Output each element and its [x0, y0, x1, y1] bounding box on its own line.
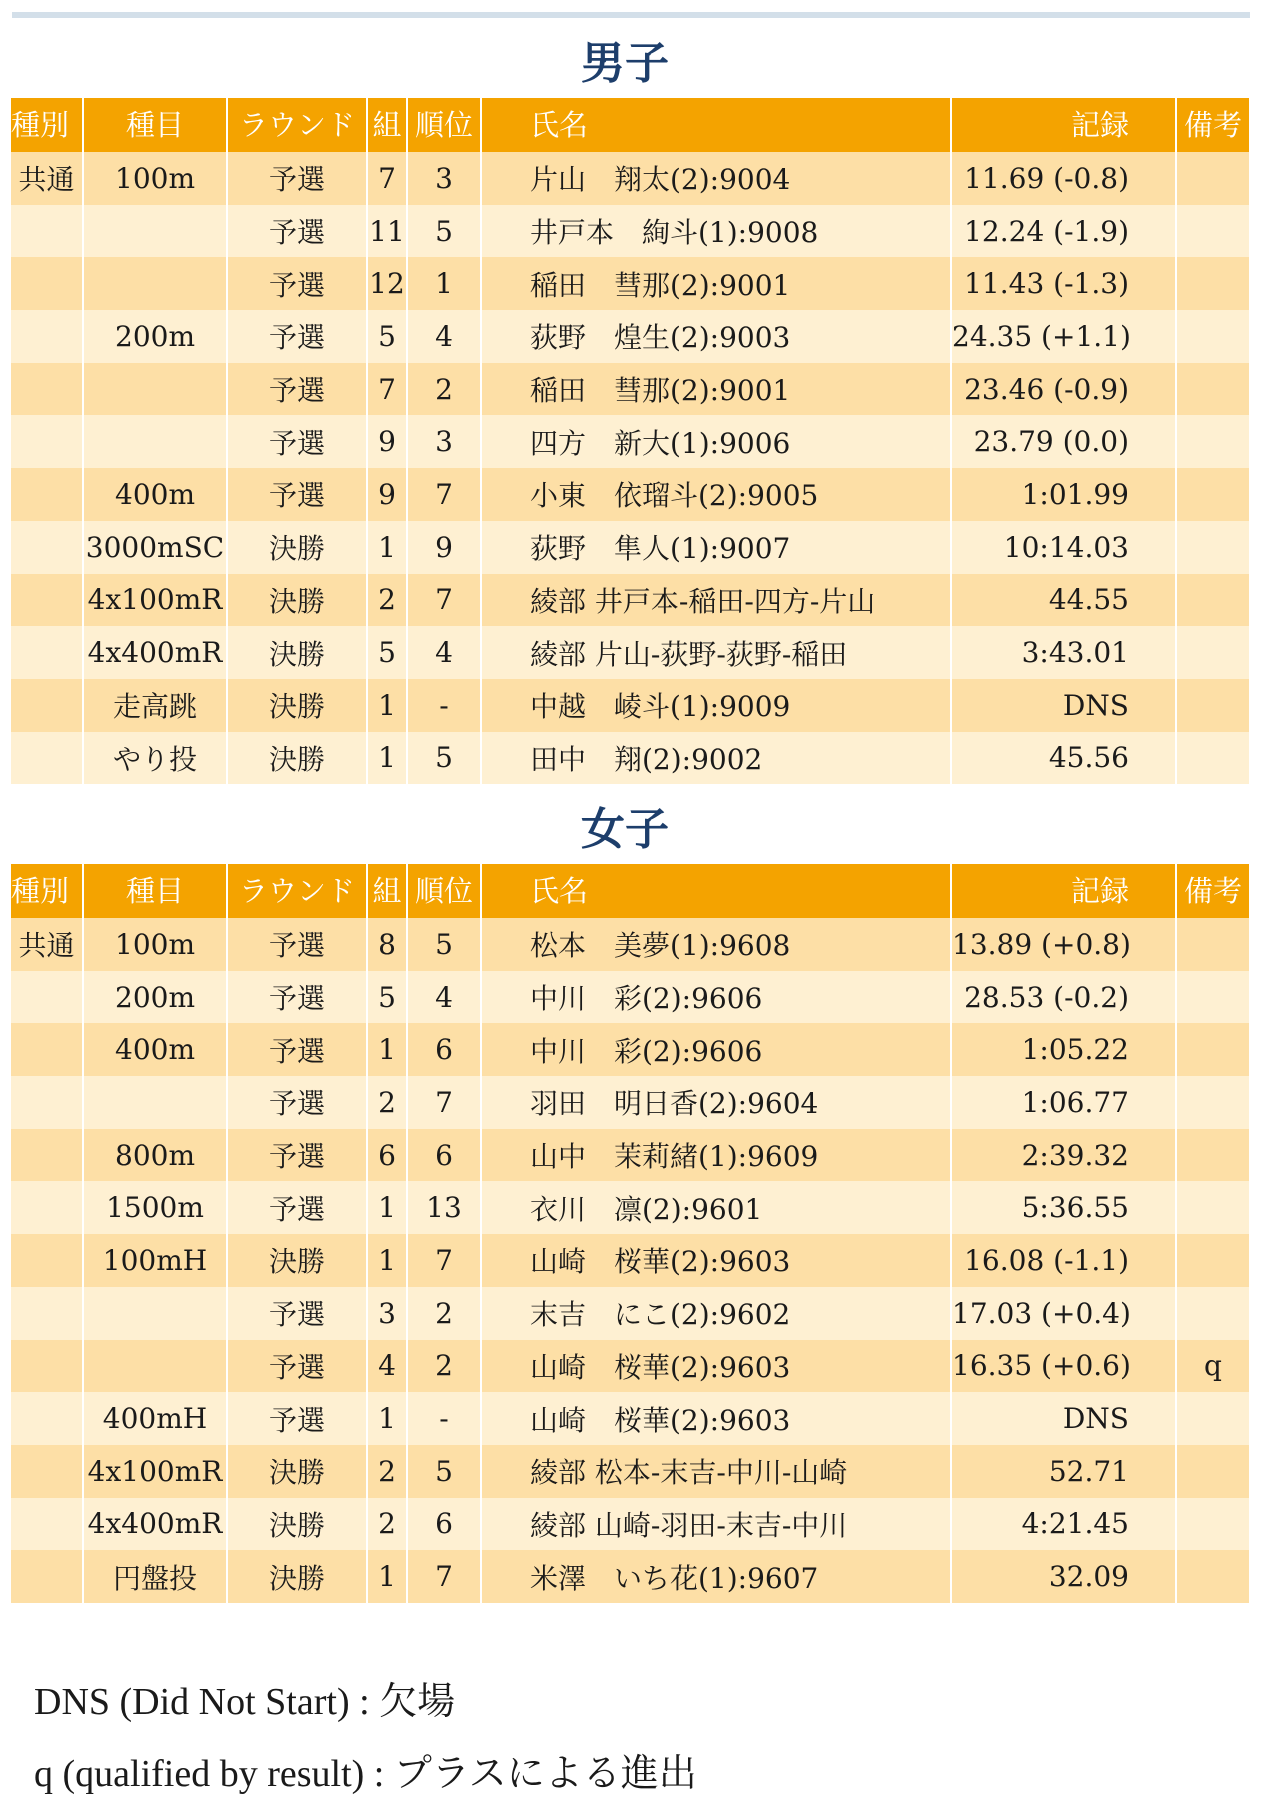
cell-round: 予選	[228, 1392, 368, 1445]
cell-record: 3:43.01	[952, 626, 1177, 679]
cell-note	[1177, 468, 1249, 521]
table-row	[11, 468, 1249, 521]
cell-note	[1177, 205, 1249, 258]
header-note: 備考	[1177, 98, 1249, 152]
cell-round: 決勝	[228, 626, 368, 679]
cell-rank: 5	[408, 918, 482, 971]
cell-name: 羽田 明日香(2):9604	[482, 1076, 952, 1129]
header-rank: 順位	[408, 864, 482, 918]
cell-round: 決勝	[228, 521, 368, 574]
cell-event: 1500m	[84, 1181, 228, 1234]
cell-type	[11, 310, 84, 363]
cell-type	[11, 363, 84, 416]
cell-type	[11, 1550, 84, 1603]
cell-note	[1177, 971, 1249, 1024]
cell-group: 1	[368, 1023, 408, 1076]
cell-name: 田中 翔(2):9002	[482, 732, 952, 785]
cell-record: 52.71	[952, 1445, 1177, 1498]
cell-rank: 1	[408, 257, 482, 310]
cell-note	[1177, 574, 1249, 627]
cell-type	[11, 1340, 84, 1393]
cell-type	[11, 257, 84, 310]
cell-note	[1177, 1392, 1249, 1445]
cell-type	[11, 1076, 84, 1129]
cell-group: 5	[368, 971, 408, 1024]
table-row	[11, 1076, 1249, 1129]
header-name: 氏名	[482, 864, 952, 918]
cell-rank: 4	[408, 626, 482, 679]
cell-type	[11, 1392, 84, 1445]
cell-record: 16.08 (-1.1)	[952, 1234, 1177, 1287]
cell-round: 予選	[228, 205, 368, 258]
cell-name: 荻野 煌生(2):9003	[482, 310, 952, 363]
cell-record: 1:01.99	[952, 468, 1177, 521]
cell-group: 9	[368, 415, 408, 468]
header-record: 記録	[952, 98, 1177, 152]
cell-event: 円盤投	[84, 1550, 228, 1603]
table-row	[11, 415, 1249, 468]
legend-q: q (qualified by result) : プラスによる進出	[34, 1753, 697, 1795]
cell-group: 2	[368, 1498, 408, 1551]
cell-type	[11, 679, 84, 732]
cell-name: 綾部 井戸本-稲田-四方-片山	[482, 574, 952, 627]
cell-record: 24.35 (+1.1)	[952, 310, 1177, 363]
cell-round: 決勝	[228, 732, 368, 785]
cell-round: 決勝	[228, 1234, 368, 1287]
cell-type	[11, 574, 84, 627]
cell-event	[84, 205, 228, 258]
cell-group: 1	[368, 1392, 408, 1445]
cell-group: 3	[368, 1287, 408, 1340]
cell-rank: 7	[408, 1076, 482, 1129]
cell-event: 4x100mR	[84, 1445, 228, 1498]
cell-rank: -	[408, 679, 482, 732]
cell-round: 予選	[228, 1181, 368, 1234]
cell-record: 2:39.32	[952, 1129, 1177, 1182]
cell-event: 400m	[84, 468, 228, 521]
cell-event	[84, 257, 228, 310]
cell-name: 中越 崚斗(1):9009	[482, 679, 952, 732]
cell-name: 松本 美夢(1):9608	[482, 918, 952, 971]
cell-type	[11, 971, 84, 1024]
cell-record: 11.69 (-0.8)	[952, 152, 1177, 205]
table-row	[11, 1392, 1249, 1445]
cell-rank: 2	[408, 1340, 482, 1393]
cell-group: 5	[368, 626, 408, 679]
table-row	[11, 732, 1249, 785]
cell-event	[84, 1340, 228, 1393]
table-row	[11, 1023, 1249, 1076]
cell-record: 1:06.77	[952, 1076, 1177, 1129]
cell-group: 1	[368, 1181, 408, 1234]
cell-name: 井戸本 絢斗(1):9008	[482, 205, 952, 258]
cell-rank: 3	[408, 415, 482, 468]
cell-record: 23.46 (-0.9)	[952, 363, 1177, 416]
cell-record: DNS	[952, 679, 1177, 732]
table-row	[11, 257, 1249, 310]
cell-rank: 6	[408, 1023, 482, 1076]
cell-note	[1177, 152, 1249, 205]
cell-group: 11	[368, 205, 408, 258]
cell-group: 2	[368, 1076, 408, 1129]
women-section-title: 女子	[581, 804, 669, 855]
cell-type	[11, 521, 84, 574]
table-row	[11, 971, 1249, 1024]
cell-event: 100m	[84, 152, 228, 205]
cell-round: 予選	[228, 1129, 368, 1182]
cell-round: 予選	[228, 257, 368, 310]
cell-event: 100m	[84, 918, 228, 971]
cell-round: 予選	[228, 918, 368, 971]
cell-group: 7	[368, 363, 408, 416]
cell-round: 決勝	[228, 679, 368, 732]
cell-rank: 2	[408, 1287, 482, 1340]
cell-event: 4x400mR	[84, 626, 228, 679]
cell-event: 200m	[84, 971, 228, 1024]
cell-name: 綾部 松本-末吉-中川-山崎	[482, 1445, 952, 1498]
cell-round: 予選	[228, 1076, 368, 1129]
table-row	[11, 626, 1249, 679]
cell-type	[11, 1498, 84, 1551]
table-row	[11, 1287, 1249, 1340]
cell-note	[1177, 415, 1249, 468]
cell-note	[1177, 1076, 1249, 1129]
cell-record: 11.43 (-1.3)	[952, 257, 1177, 310]
cell-group: 5	[368, 310, 408, 363]
cell-group: 1	[368, 732, 408, 785]
header-rank: 順位	[408, 98, 482, 152]
table-row	[11, 1550, 1249, 1603]
cell-rank: 5	[408, 732, 482, 785]
cell-event	[84, 1076, 228, 1129]
header-type: 種別	[11, 98, 84, 152]
cell-note	[1177, 363, 1249, 416]
cell-name: 山崎 桜華(2):9603	[482, 1392, 952, 1445]
cell-group: 6	[368, 1129, 408, 1182]
cell-rank: 13	[408, 1181, 482, 1234]
cell-round: 決勝	[228, 1550, 368, 1603]
cell-event: 100mH	[84, 1234, 228, 1287]
cell-name: 稲田 彗那(2):9001	[482, 257, 952, 310]
cell-rank: 9	[408, 521, 482, 574]
cell-record: 17.03 (+0.4)	[952, 1287, 1177, 1340]
cell-group: 1	[368, 521, 408, 574]
cell-event: 4x100mR	[84, 574, 228, 627]
cell-name: 中川 彩(2):9606	[482, 1023, 952, 1076]
cell-round: 予選	[228, 363, 368, 416]
cell-rank: -	[408, 1392, 482, 1445]
cell-name: 中川 彩(2):9606	[482, 971, 952, 1024]
header-note: 備考	[1177, 864, 1249, 918]
cell-round: 予選	[228, 468, 368, 521]
table-row	[11, 152, 1249, 205]
cell-rank: 4	[408, 971, 482, 1024]
cell-note	[1177, 1445, 1249, 1498]
cell-note	[1177, 732, 1249, 785]
cell-record: DNS	[952, 1392, 1177, 1445]
cell-name: 山崎 桜華(2):9603	[482, 1340, 952, 1393]
cell-group: 2	[368, 574, 408, 627]
cell-group: 4	[368, 1340, 408, 1393]
table-row	[11, 1445, 1249, 1498]
table-row	[11, 1129, 1249, 1182]
cell-note	[1177, 1287, 1249, 1340]
cell-rank: 5	[408, 1445, 482, 1498]
header-record: 記録	[952, 864, 1177, 918]
cell-record: 28.53 (-0.2)	[952, 971, 1177, 1024]
cell-rank: 3	[408, 152, 482, 205]
cell-event: 400mH	[84, 1392, 228, 1445]
cell-group: 8	[368, 918, 408, 971]
cell-record: 1:05.22	[952, 1023, 1177, 1076]
cell-round: 決勝	[228, 574, 368, 627]
cell-type	[11, 1445, 84, 1498]
cell-event	[84, 415, 228, 468]
cell-type	[11, 1287, 84, 1340]
cell-event: 400m	[84, 1023, 228, 1076]
table-row	[11, 310, 1249, 363]
cell-rank: 6	[408, 1498, 482, 1551]
cell-type	[11, 468, 84, 521]
cell-name: 衣川 凛(2):9601	[482, 1181, 952, 1234]
women-header-row	[11, 864, 1249, 918]
cell-round: 予選	[228, 152, 368, 205]
men-section-title: 男子	[581, 38, 669, 89]
cell-group: 7	[368, 152, 408, 205]
header-group: 組	[368, 98, 408, 152]
table-row	[11, 1340, 1249, 1393]
table-row	[11, 363, 1249, 416]
cell-type: 共通	[11, 918, 84, 971]
cell-rank: 7	[408, 1234, 482, 1287]
top-divider	[12, 12, 1250, 18]
header-round: ラウンド	[228, 98, 368, 152]
cell-note	[1177, 1181, 1249, 1234]
cell-note	[1177, 679, 1249, 732]
men-results-table	[11, 98, 1249, 784]
cell-round: 予選	[228, 1023, 368, 1076]
cell-type	[11, 1023, 84, 1076]
cell-rank: 7	[408, 574, 482, 627]
header-name: 氏名	[482, 98, 952, 152]
women-results-table	[11, 864, 1249, 1603]
cell-record: 10:14.03	[952, 521, 1177, 574]
cell-name: 荻野 隼人(1):9007	[482, 521, 952, 574]
cell-note	[1177, 1498, 1249, 1551]
cell-name: 山崎 桜華(2):9603	[482, 1234, 952, 1287]
men-header-row	[11, 98, 1249, 152]
table-row	[11, 1181, 1249, 1234]
cell-group: 2	[368, 1445, 408, 1498]
cell-name: 片山 翔太(2):9004	[482, 152, 952, 205]
table-row	[11, 918, 1249, 971]
header-group: 組	[368, 864, 408, 918]
cell-note	[1177, 521, 1249, 574]
cell-round: 予選	[228, 1287, 368, 1340]
cell-round: 決勝	[228, 1498, 368, 1551]
cell-name: 山中 茉莉緒(1):9609	[482, 1129, 952, 1182]
cell-note	[1177, 257, 1249, 310]
table-row	[11, 1234, 1249, 1287]
table-row	[11, 679, 1249, 732]
cell-rank: 6	[408, 1129, 482, 1182]
cell-note	[1177, 918, 1249, 971]
cell-group: 1	[368, 679, 408, 732]
cell-record: 44.55	[952, 574, 1177, 627]
cell-note	[1177, 1023, 1249, 1076]
cell-note	[1177, 626, 1249, 679]
cell-event: 走高跳	[84, 679, 228, 732]
cell-event: 3000mSC	[84, 521, 228, 574]
table-row	[11, 205, 1249, 258]
cell-type	[11, 1129, 84, 1182]
cell-type	[11, 415, 84, 468]
cell-name: 米澤 いち花(1):9607	[482, 1550, 952, 1603]
cell-name: 末吉 にこ(2):9602	[482, 1287, 952, 1340]
cell-group: 12	[368, 257, 408, 310]
cell-rank: 7	[408, 468, 482, 521]
cell-rank: 5	[408, 205, 482, 258]
cell-note	[1177, 1550, 1249, 1603]
table-row	[11, 521, 1249, 574]
cell-type	[11, 1181, 84, 1234]
cell-group: 1	[368, 1550, 408, 1603]
table-row	[11, 1498, 1249, 1551]
legend-dns: DNS (Did Not Start) : 欠場	[34, 1681, 456, 1723]
cell-record: 4:21.45	[952, 1498, 1177, 1551]
cell-type	[11, 626, 84, 679]
cell-group: 1	[368, 1234, 408, 1287]
cell-record: 23.79 (0.0)	[952, 415, 1177, 468]
cell-rank: 4	[408, 310, 482, 363]
cell-note: q	[1177, 1340, 1249, 1393]
cell-record: 32.09	[952, 1550, 1177, 1603]
cell-rank: 7	[408, 1550, 482, 1603]
cell-record: 5:36.55	[952, 1181, 1177, 1234]
cell-record: 45.56	[952, 732, 1177, 785]
cell-name: 小東 依瑠斗(2):9005	[482, 468, 952, 521]
cell-type	[11, 1234, 84, 1287]
cell-event: 4x400mR	[84, 1498, 228, 1551]
cell-name: 稲田 彗那(2):9001	[482, 363, 952, 416]
header-event: 種目	[84, 864, 228, 918]
cell-type	[11, 732, 84, 785]
cell-record: 12.24 (-1.9)	[952, 205, 1177, 258]
header-event: 種目	[84, 98, 228, 152]
header-type: 種別	[11, 864, 84, 918]
cell-event	[84, 1287, 228, 1340]
cell-note	[1177, 310, 1249, 363]
cell-round: 予選	[228, 971, 368, 1024]
cell-round: 予選	[228, 1340, 368, 1393]
cell-note	[1177, 1129, 1249, 1182]
cell-group: 9	[368, 468, 408, 521]
cell-event	[84, 363, 228, 416]
cell-type	[11, 205, 84, 258]
cell-round: 決勝	[228, 1445, 368, 1498]
cell-name: 綾部 片山-荻野-荻野-稲田	[482, 626, 952, 679]
cell-record: 13.89 (+0.8)	[952, 918, 1177, 971]
cell-round: 予選	[228, 310, 368, 363]
cell-event: やり投	[84, 732, 228, 785]
cell-round: 予選	[228, 415, 368, 468]
cell-note	[1177, 1234, 1249, 1287]
header-round: ラウンド	[228, 864, 368, 918]
cell-name: 綾部 山崎-羽田-末吉-中川	[482, 1498, 952, 1551]
cell-rank: 2	[408, 363, 482, 416]
cell-type: 共通	[11, 152, 84, 205]
cell-name: 四方 新大(1):9006	[482, 415, 952, 468]
table-row	[11, 574, 1249, 627]
cell-event: 200m	[84, 310, 228, 363]
cell-event: 800m	[84, 1129, 228, 1182]
cell-record: 16.35 (+0.6)	[952, 1340, 1177, 1393]
